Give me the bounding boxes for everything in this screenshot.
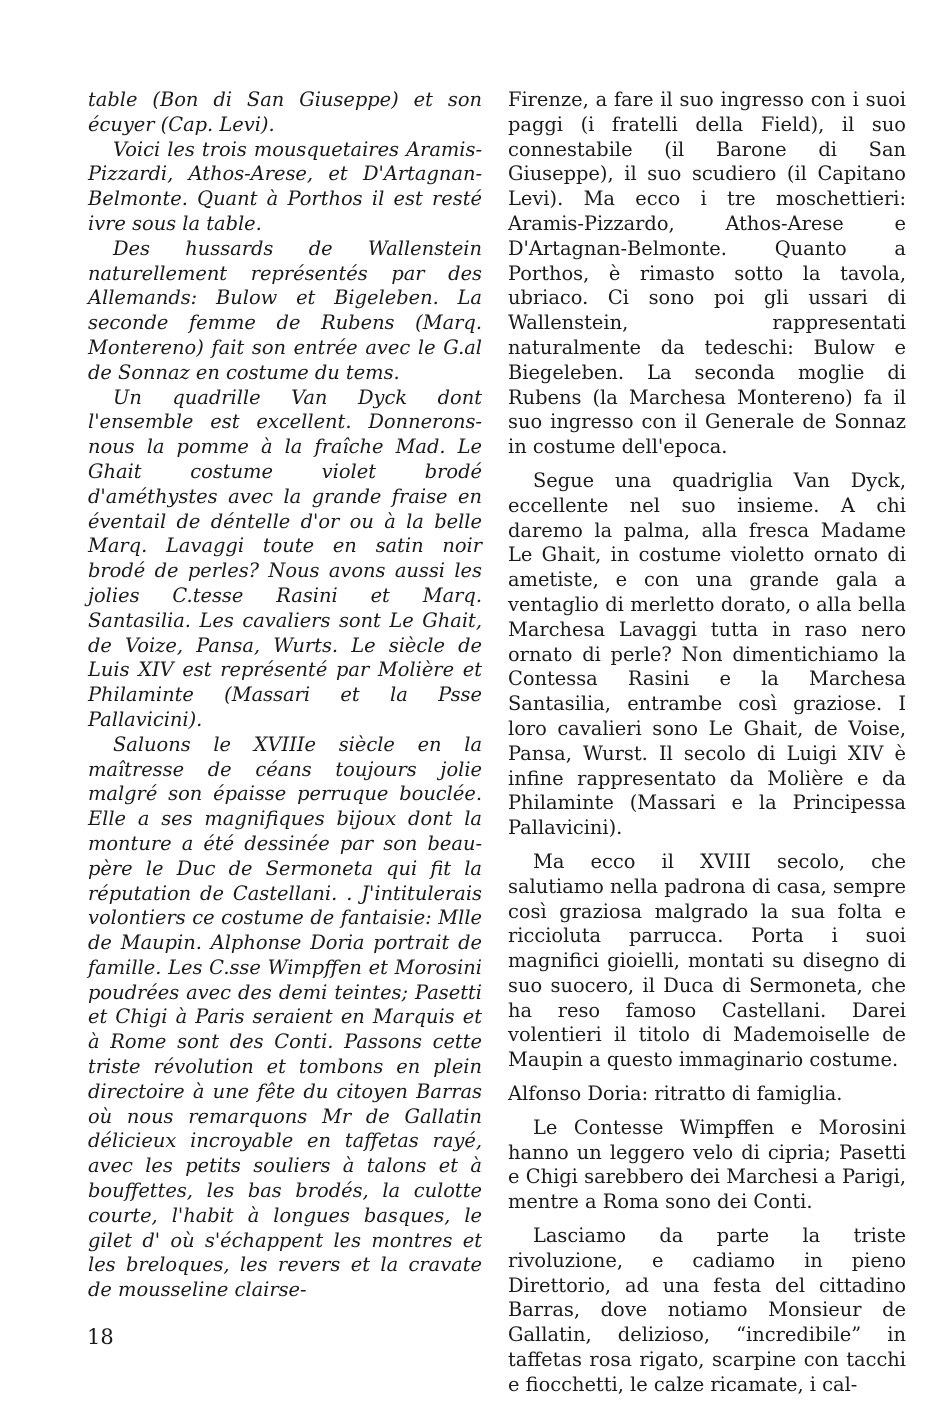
french-paragraph: Voici les trois mousquetaires Aramis-Pizzardi, Athos-Arese, et D'Artagnan-Belmonte. Quant à Porthos il est resté ivre sous la table. bbox=[88, 137, 482, 235]
italian-paragraph: Firenze, a fare il suo ingresso con i suoi paggi (i fratelli della Field), il suo connestabile (il Barone di San Giuseppe), il suo scudiero (il Capitano Levi). Ma ecco i tre moschettieri: Aramis-Pizzardo, Athos-Arese e D'Artagnan-Belmonte. Quanto a Porthos, è rimasto sotto la tavola, ubriaco. Ci sono poi gli ussari di Wallenstein, rappresentati naturalmente da tedeschi: Bulow e Biegeleben. La seconda moglie di Rubens (la Marchesa Montereno) fa il suo ingresso con il Generale de Sonnaz in costume dell'epoca. bbox=[508, 88, 906, 459]
italian-text-column bbox=[508, 88, 906, 1398]
italian-paragraph: Alfonso Doria: ritratto di famiglia. bbox=[508, 1082, 843, 1106]
page-number: 18 bbox=[87, 1325, 114, 1349]
italian-paragraph: Ma ecco il XVIII secolo, che salutiamo nella padrona di casa, sempre così graziosa malgrado la sua folta e riccioluta parrucca. Porta i suoi magnifici gioielli, montati su disegno di suo suocero, il Duca di Sermoneta, che ha reso famoso Castellani. Darei volentieri il titolo di Mademoiselle de Maupin a questo immaginario costume. bbox=[508, 849, 906, 1072]
french-text-column bbox=[88, 88, 482, 1303]
french-paragraph: Des hussards de Wallenstein naturellement représentés par des Allemands: Bulow et Bigeleben. La seconde femme de Rubens (Marq. Montereno) fait son entrée avec le G.al de Sonnaz en costume du tems. bbox=[88, 236, 482, 384]
french-paragraph: Un quadrille Van Dyck dont l'ensemble est excellent. Donnerons-nous la pomme à la fraîche Mad. Le Ghait costume violet brodé d'améthystes avec la grande fraise en éventail de déntelle d'or ou à la belle Marq. Lavaggi toute en satin noir brodé de perles? Nous avons aussi les jolies C.tesse Rasini et Marq. Santasilia. Les cavaliers sont Le Ghait, de Voize, Pansa, Wurts. Le siècle de Luis XIV est représenté par Molière et Philaminte (Massari et la Psse Pallavicini). bbox=[88, 385, 482, 731]
french-paragraph: table (Bon di San Giuseppe) et son écuyer (Cap. Levi). bbox=[88, 88, 482, 136]
french-paragraph: Saluons le XVIIIe siècle en la maîtresse de céans toujours jolie malgré son épaisse perruque bouclée. Elle a ses magnifiques bijoux dont la monture a été dessinée par son beau-père le Duc de Sermoneta qui fit la réputation de Castellani. . J'intitulerais volontiers ce costume de fantaisie: Mlle de Maupin. Alphonse Doria portrait de famille. Les C.sse Wimpffen et Morosini poudrées avec des demi teintes; Pasetti et Chigi à Paris seraient en Marquis et à Rome sont des Conti. Passons cette triste révolution et tombons en plein directoire à une fête du citoyen Barras où nous remarquons Mr de Gallatin délicieux incroyable en taffetas rayé, avec les petits souliers à talons et à bouffettes, les bas brodés, la culotte courte, l'habit à longues basques, le gilet d' où s'échappent les montres et les breloques, les revers et la cravate de mousseline clairse- bbox=[88, 732, 482, 1302]
italian-paragraph: Le Contesse Wimpffen e Morosini hanno un leggero velo di cipria; Pasetti e Chigi sarebbero dei Marchesi a Parigi, mentre a Roma sono dei Conti. bbox=[508, 1115, 906, 1214]
italian-paragraph: Segue una quadriglia Van Dyck, eccellente nel suo insieme. A chi daremo la palma, alla fresca Madame Le Ghait, in costume violetto ornato di ametiste, e con una grande gala a ventaglio di merletto dorato, o alla bella Marchesa Lavaggi tutta in raso nero ornato di perle? Non dimentichiamo la Contessa Rasini e la Marchesa Santasilia, entrambe così graziose. I loro cavalieri sono Le Ghait, de Voise, Pansa, Wurst. Il secolo di Luigi XIV è infine rappresentato da Molière e da Philaminte (Massari e la Principessa Pallavicini). bbox=[508, 468, 906, 840]
italian-paragraph: Lasciamo da parte la triste rivoluzione, e cadiamo in pieno Direttorio, ad una festa del cittadino Barras, dove notiamo Monsieur de Gallatin, delizioso, “incredibile” in taffetas rosa rigato, scarpine con tacchi e fiocchetti, le calze ricamate, i cal- bbox=[508, 1224, 906, 1396]
